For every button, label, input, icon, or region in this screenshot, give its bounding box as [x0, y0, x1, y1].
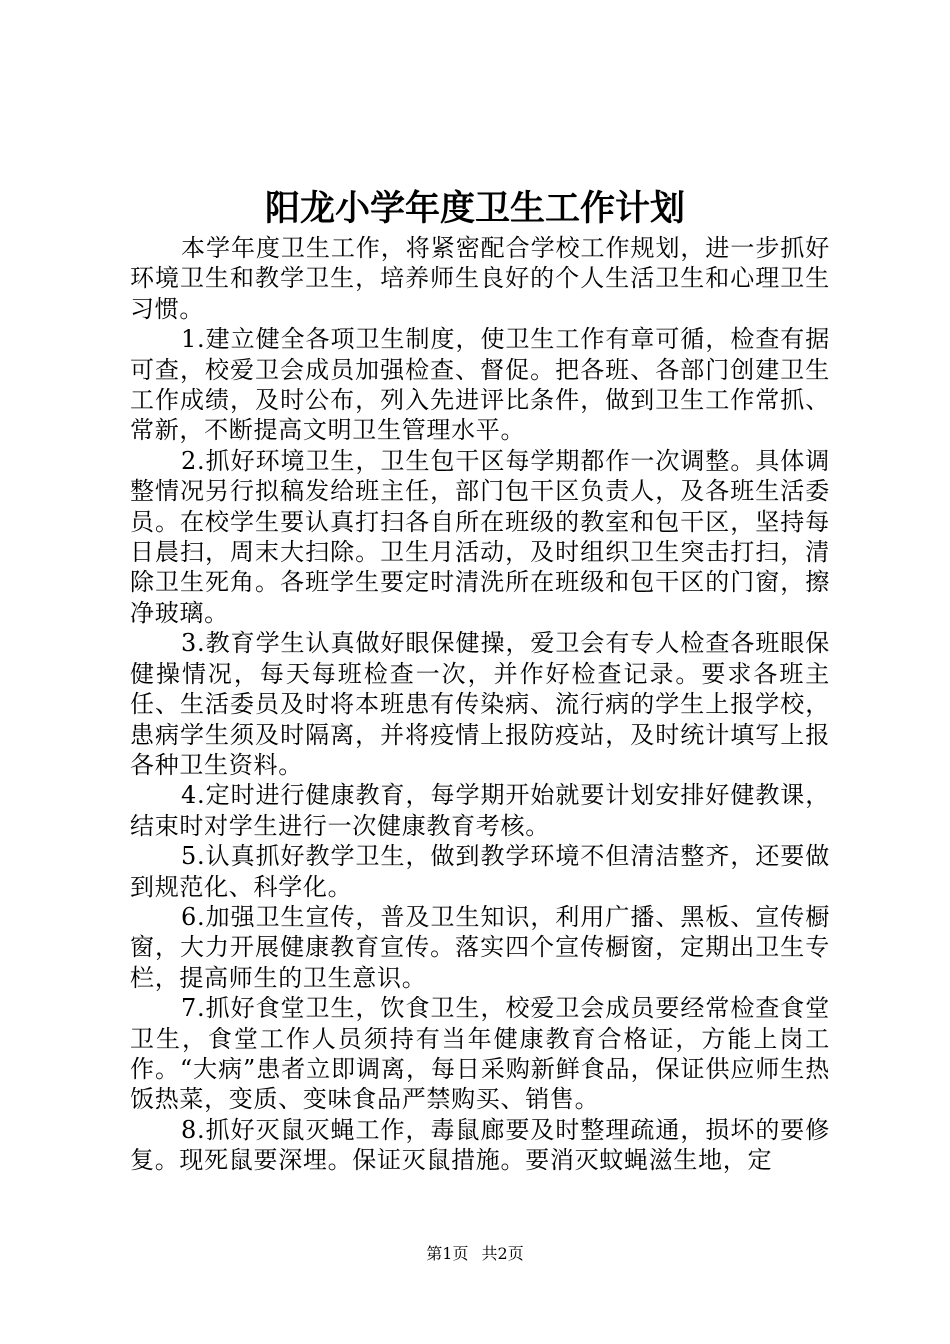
paragraph-intro: 本学年度卫生工作，将紧密配合学校工作规划，进一步抓好环境卫生和教学卫生，培养师生良好的个人生活卫生和心理卫生习惯。	[130, 234, 830, 323]
paragraph-item-2: 2.抓好环境卫生，卫生包干区每学期都作一次调整。具体调整情况另行拟稿发给班主任，部门包干区负责人，及各班生活委员。在校学生要认真打扫各自所在班级的教室和包干区，坚持每日晨扫，周末大扫除。卫生月活动，及时组织卫生突击打扫，清除卫生死角。各班学生要定时清洗所在班级和包干区的门窗，擦净玻璃。	[130, 446, 830, 627]
paragraph-item-6: 6.加强卫生宣传，普及卫生知识，利用广播、黑板、宣传橱窗，大力开展健康教育宣传。落实四个宣传橱窗，定期出卫生专栏，提高师生的卫生意识。	[130, 902, 830, 992]
document-title: 阳龙小学年度卫生工作计划	[264, 188, 685, 229]
page-number: 第1页	[426, 1244, 469, 1263]
page-total: 共2页	[481, 1244, 524, 1263]
paragraph-item-7: 7.抓好食堂卫生，饮食卫生，校爱卫会成员要经常检查食堂卫生，食堂工作人员须持有当年健康教育合格证，方能上岗工作。“大病”患者立即调离，每日采购新鲜食品，保证供应师生热饭热菜，变质、变味食品严禁购买、销售。	[130, 994, 830, 1114]
page-footer	[0, 1243, 950, 1265]
paragraph-item-1: 1.建立健全各项卫生制度，使卫生工作有章可循，检查有据可查，校爱卫会成员加强检查、督促。把各班、各部门创建卫生工作成绩，及时公布，列入先进评比条件，做到卫生工作常抓、常新，不断提高文明卫生管理水平。	[130, 325, 830, 445]
paragraph-item-8: 8.抓好灭鼠灭蝇工作，毒鼠廊要及时整理疏通，损坏的要修复。现死鼠要深埋。保证灭鼠措施。要消灭蚊蝇滋生地，定	[130, 1115, 830, 1175]
document-body	[130, 233, 830, 1176]
paragraph-item-5: 5.认真抓好教学卫生，做到教学环境不但清洁整齐，还要做到规范化、科学化。	[130, 842, 830, 901]
paragraph-item-4: 4.定时进行健康教育，每学期开始就要计划安排好健教课，结束时对学生进行一次健康教育考核。	[130, 781, 830, 840]
paragraph-item-3: 3.教育学生认真做好眼保健操，爱卫会有专人检查各班眼保健操情况，每天每班检查一次，并作好检查记录。要求各班主任、生活委员及时将本班患有传染病、流行病的学生上报学校，患病学生须及时隔离，并将疫情上报防疫站，及时统计填写上报各种卫生资料。	[130, 629, 830, 779]
